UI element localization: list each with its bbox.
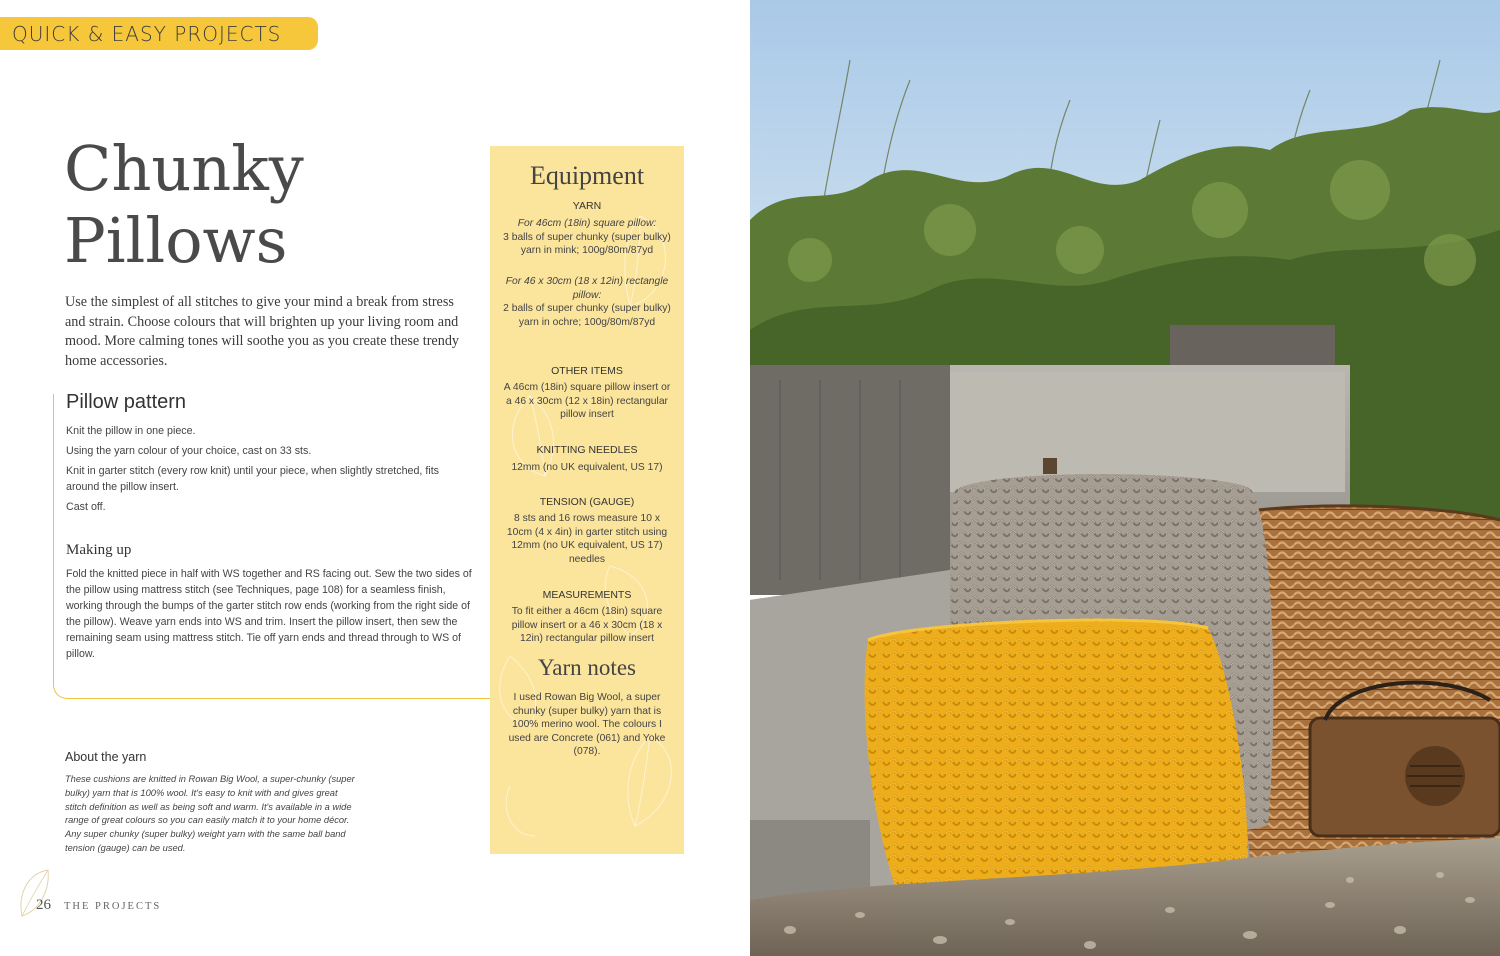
yarn-heading: YARN	[572, 200, 602, 212]
yarn-square-label: For 46cm (18in) square pillow:	[517, 218, 657, 229]
title-line-2: Pillows	[64, 204, 288, 277]
other-items-heading: OTHER ITEMS	[551, 365, 623, 377]
folio-section: THE PROJECTS	[64, 901, 162, 912]
tension-heading: TENSION (GAUGE)	[539, 496, 635, 508]
pattern-step: Using the yarn colour of your choice, cast on 33 sts.	[66, 445, 312, 457]
page-title	[64, 133, 304, 277]
yarn-notes-text: I used Rowan Big Wool, a super chunky (super bulky) yarn that is 100% merino wool. The colours I used are Concrete (061) and Yoke (078).	[508, 692, 666, 758]
about-yarn-title: About the yarn	[65, 750, 147, 764]
yarn-rect-label: For 46 x 30cm (18 x 12in) rectangle pillow:	[505, 276, 669, 301]
about-yarn-text: These cushions are knitted in Rowan Big Wool, a super-chunky (super bulky) yarn that is 100% wool. It's easy to knit with and gives great stitch definition as well as being soft and warm. It's available in a wide range of great colours so you can easily match it to your home décor. Any super chunky (super bulky) weight yarn with the same ball band tension (gauge) can be used.	[65, 774, 355, 853]
yarn-rect-info	[502, 275, 672, 329]
equipment-sidebar	[490, 146, 684, 854]
pattern-step: Knit the pillow in one piece.	[66, 425, 196, 437]
yarn-square-info	[502, 217, 672, 258]
yarn-notes-title: Yarn notes	[538, 655, 636, 680]
tension-text: 8 sts and 16 rows measure 10 x 10cm (4 x 4in) in garter stitch using 12mm (no UK equivalent, US 17) needles	[506, 513, 668, 565]
pillows-photo	[750, 0, 1500, 956]
section-tab-label: QUICK & EASY PROJECTS	[12, 22, 282, 46]
needles-text: 12mm (no UK equivalent, US 17)	[511, 462, 663, 473]
title-line-1: Chunky	[64, 132, 304, 205]
pattern-steps	[66, 423, 466, 519]
section-tab	[0, 17, 318, 50]
other-items-text: A 46cm (18in) square pillow insert or a 46 x 30cm (12 x 18in) rectangular pillow insert	[503, 382, 671, 421]
yarn-rect-text: 2 balls of super chunky (super bulky) yarn in ochre; 100g/80m/87yd	[503, 303, 671, 328]
measurements-text: To fit either a 46cm (18in) square pillow insert or a 46 x 30cm (18 x 12in) rectangular pillow insert	[511, 606, 663, 645]
pattern-step: Knit in garter stitch (every row knit) until your piece, when slightly stretched, fits around the pillow insert.	[66, 465, 440, 493]
making-up-title: Making up	[66, 542, 132, 558]
pattern-title: Pillow pattern	[66, 391, 187, 413]
pattern-step: Cast off.	[66, 501, 106, 513]
making-up-text: Fold the knitted piece in half with WS together and RS facing out. Sew the two sides of the pillow using mattress stitch (see Techniques, page 108) for a seamless finish, working through the bumps of the garter stitch row ends (working from the right side of the pillow). Weave yarn ends into WS and trim. Insert the pillow insert, then sew the remaining seam using mattress stitch. Tie off yarn ends and thread through to WS of pillow.	[66, 568, 472, 660]
yarn-square-text: 3 balls of super chunky (super bulky) yarn in mink; 100g/80m/87yd	[503, 231, 671, 257]
measurements-heading: MEASUREMENTS	[542, 589, 632, 601]
needles-heading: KNITTING NEEDLES	[536, 444, 638, 456]
right-page	[750, 0, 1500, 956]
equipment-title: Equipment	[529, 161, 645, 190]
page-number: 26	[36, 897, 51, 913]
intro-paragraph: Use the simplest of all stitches to give your mind a break from stress and strain. Choose colours that will brighten up your living room and mood. More calming tones will soothe you as you create these trendy home accessories.	[65, 294, 460, 369]
